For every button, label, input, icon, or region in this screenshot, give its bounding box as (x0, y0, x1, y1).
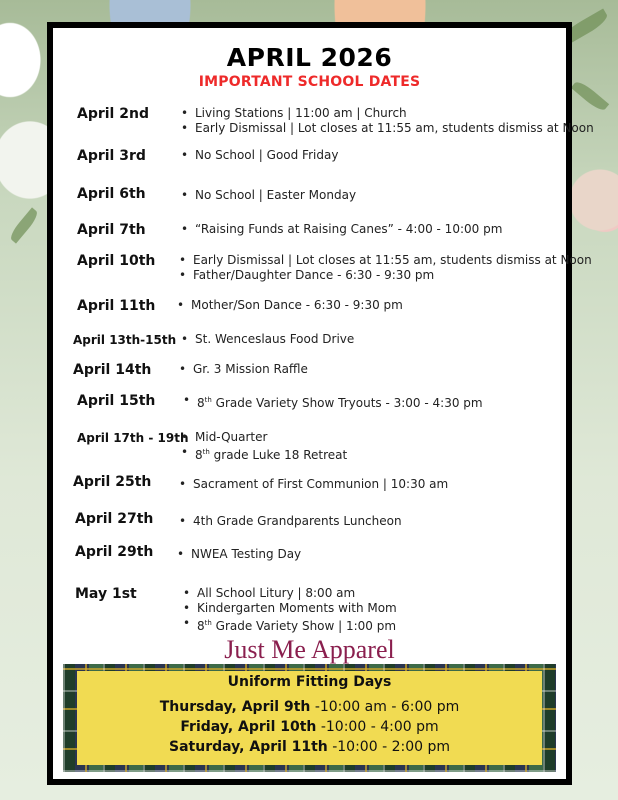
event-date: April 27th (75, 511, 154, 527)
event-item: • NWEA Testing Day (177, 547, 301, 562)
school-dates-flyer (47, 22, 594, 785)
event-date: April 17th - 19th (77, 431, 189, 445)
event-item: • Early Dismissal | Lot closes at 11:55 am, students dismiss at Noon (181, 121, 594, 136)
fitting-day-label: Friday, April 10th (180, 719, 317, 735)
fitting-day (77, 717, 542, 737)
event-list (183, 393, 483, 411)
event-date: May 1st (75, 586, 137, 602)
fitting-day-time: -10:00 - 4:00 pm (320, 719, 439, 735)
event-text: 8th Grade Variety Show | 1:00 pm (197, 619, 397, 633)
event-list (181, 222, 502, 237)
leaf-decoration (8, 207, 41, 243)
uniform-fitting-panel (77, 671, 542, 765)
event-item: • All School Litury | 8:00 am (183, 586, 397, 601)
fitting-day-label: Thursday, April 9th (159, 699, 311, 715)
event-list (181, 148, 338, 163)
event-date: April 2nd (77, 106, 149, 122)
event-list (179, 514, 402, 529)
event-date: April 6th (77, 186, 146, 202)
event-text: 8th grade Luke 18 Retreat (195, 448, 348, 462)
event-date: April 15th (77, 393, 156, 409)
event-item: • Gr. 3 Mission Raffle (179, 362, 308, 377)
event-list (181, 188, 356, 203)
event-item: • “Raising Funds at Raising Canes” - 4:00 - 10:00 pm (181, 222, 502, 237)
event-date: April 25th (73, 474, 152, 490)
event-item: • Mother/Son Dance - 6:30 - 9:30 pm (177, 298, 403, 313)
event-list (181, 332, 354, 347)
event-item: • No School | Good Friday (181, 148, 338, 163)
event-date: April 3rd (77, 148, 146, 164)
event-date: April 10th (77, 253, 156, 269)
event-list (179, 253, 592, 283)
event-list (179, 362, 308, 377)
event-item (183, 393, 483, 411)
event-list (181, 106, 594, 136)
apparel-brand: Just Me Apparel (224, 635, 395, 664)
event-item: • No School | Easter Monday (181, 188, 356, 203)
event-date: April 14th (73, 362, 152, 378)
uniform-fitting-banner (63, 664, 556, 772)
event-list (177, 298, 403, 313)
event-item: • 4th Grade Grandparents Luncheon (179, 514, 402, 529)
event-date: April 7th (77, 222, 146, 238)
event-item (183, 616, 397, 634)
fitting-day-time: -10:00 - 2:00 pm (332, 739, 450, 755)
event-item: • St. Wenceslaus Food Drive (181, 332, 354, 347)
page-title: APRIL 2026 (226, 43, 393, 72)
fitting-day (77, 697, 542, 717)
event-date: April 13th-15th (73, 333, 177, 347)
event-list (179, 477, 448, 492)
event-list (177, 547, 301, 562)
fitting-day (77, 737, 542, 757)
uniform-fitting-heading: Uniform Fitting Days (227, 674, 392, 690)
fitting-day-label: Saturday, April 11th (169, 739, 328, 755)
event-item: • Early Dismissal | Lot closes at 11:55 am, students dismiss at Noon (179, 253, 592, 268)
event-item: • Sacrament of First Communion | 10:30 am (179, 477, 448, 492)
event-list (181, 430, 347, 463)
event-item: • Mid-Quarter (181, 430, 347, 445)
fitting-day-time: -10:00 am - 6:00 pm (314, 699, 460, 715)
page-subtitle: IMPORTANT SCHOOL DATES (198, 74, 421, 90)
event-text: 8th Grade Variety Show Tryouts - 3:00 - 4:30 pm (197, 396, 483, 410)
event-list (183, 586, 397, 634)
event-item (181, 445, 347, 463)
event-item: • Father/Daughter Dance - 6:30 - 9:30 pm (179, 268, 592, 283)
event-date: April 29th (75, 544, 154, 560)
event-item: • Kindergarten Moments with Mom (183, 601, 397, 616)
event-item: • Living Stations | 11:00 am | Church (181, 106, 594, 121)
event-date: April 11th (77, 298, 156, 314)
